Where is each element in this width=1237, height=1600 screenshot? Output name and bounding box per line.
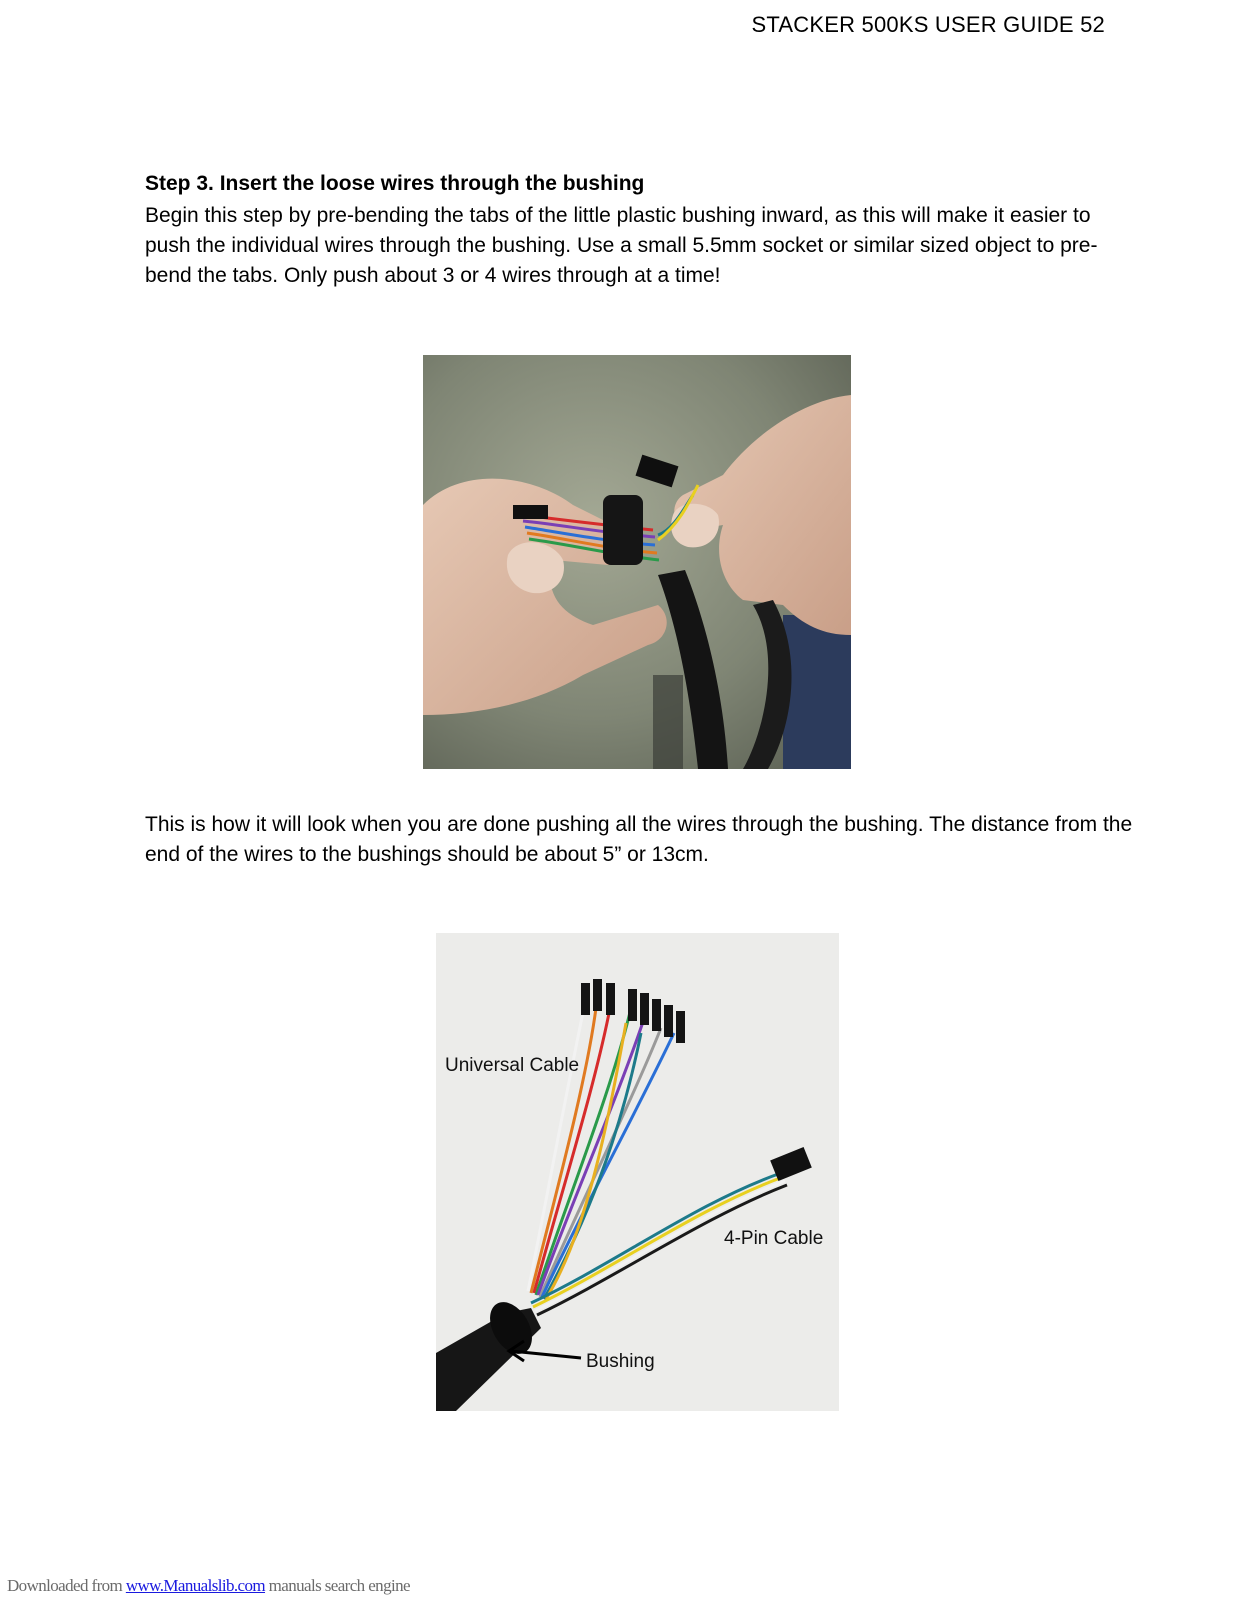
footer-suffix: manuals search engine [265,1576,410,1595]
label-universal-cable: Universal Cable [445,1055,580,1076]
photo-hands-inserting-wires [423,355,851,769]
step-paragraph-1: Begin this step by pre-bending the tabs of the little plastic bushing inward, as this will make it easier to push the individual wires through the bushing. Use a small 5.5mm socket or similar sized object to pre-bend the tabs. Only push about 3 or 4 wires through at a time! [145,204,1098,287]
page-header: STACKER 500KS USER GUIDE 52 [751,12,1105,37]
photo-hands-illustration [423,355,851,769]
photo-finished-wiring [436,933,839,1411]
label-4-pin-cable: 4-Pin Cable [724,1228,824,1249]
photo-wiring-illustration [436,933,839,1411]
footer-prefix: Downloaded from [7,1576,126,1595]
footer-link[interactable]: www.Manualslib.com [125,1576,266,1595]
step-title: Step 3. Insert the loose wires through the bushing [145,172,645,195]
label-bushing: Bushing [586,1351,655,1372]
step-paragraph-2: This is how it will look when you are done pushing all the wires through the bushing. The distance from the end of the wires to the bushings should be about 5” or 13cm. [145,813,1133,866]
footer [7,1576,410,1596]
